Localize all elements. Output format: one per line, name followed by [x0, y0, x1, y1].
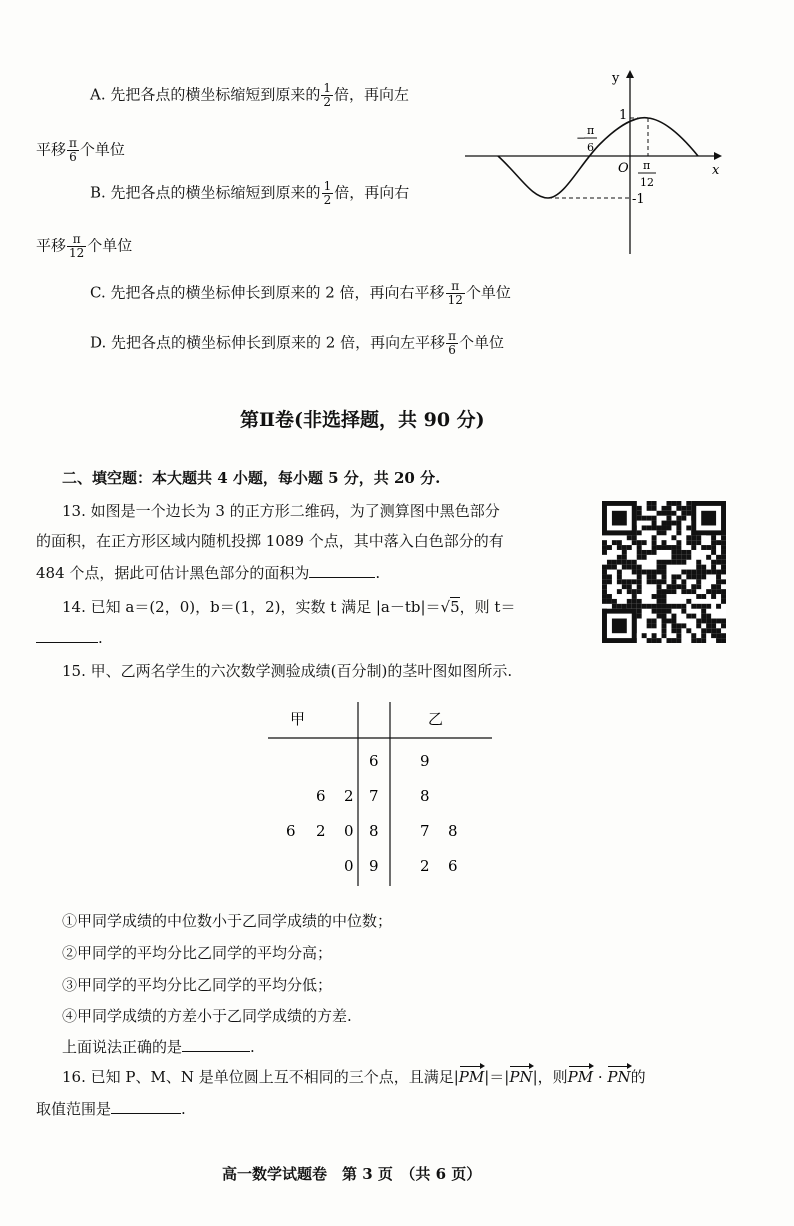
q14-line2: .	[36, 628, 103, 647]
page-footer: 高一数学试题卷 第 3 页 （共 6 页）	[222, 1165, 482, 1183]
vector-pm-2: PM	[567, 1068, 594, 1086]
leaf-left: 6	[316, 787, 326, 805]
q13-line1: 13. 如图是一个边长为 3 的正方形二维码，为了测算图中黑色部分	[62, 502, 500, 520]
q16-line2: 取值范围是 .	[36, 1100, 186, 1118]
fraction-pi-12: $\frac{\pi}{12}$	[69, 232, 85, 260]
y-axis-arrow	[626, 70, 634, 78]
leaf-left: 2	[344, 787, 354, 805]
sqrt-value: 5	[450, 598, 460, 616]
sine-curve	[498, 118, 698, 198]
y-label: y	[612, 71, 620, 86]
q13-answer-blank[interactable]	[309, 563, 375, 578]
q15-prompt: 上面说法正确的是 .	[62, 1038, 255, 1056]
q15-answer-blank[interactable]	[182, 1037, 250, 1052]
q14-line1: 14. 已知 a＝(2，0)，b＝(1，2)，实数 t 满足 |a－tb|＝√5，则 t＝	[62, 598, 516, 616]
part-heading: 二、填空题：本大题共 4 小题，每小题 5 分，共 20 分.	[62, 469, 441, 487]
q15-statement-1: ①甲同学成绩的中位数小于乙同学成绩的中位数；	[62, 912, 393, 930]
leaf-left: 2	[316, 822, 326, 840]
option-a-line2: 平移 $\frac{\pi}{6}$ 个单位	[36, 136, 125, 164]
leaf-right: 6	[448, 857, 458, 875]
fraction-pi-6: $\frac{\pi}{6}$	[448, 329, 457, 357]
pi-12-num: π	[643, 159, 651, 172]
section-title: 第Ⅱ卷(非选择题，共 90 分)	[240, 409, 485, 431]
neg-pi-6-num: π	[587, 124, 595, 137]
x-label: x	[712, 163, 720, 178]
q15-statement-4: ④甲同学成绩的方差小于乙同学成绩的方差.	[62, 1007, 352, 1025]
left-header: 甲	[290, 710, 306, 728]
q16-answer-blank[interactable]	[111, 1099, 181, 1114]
stem-value: 9	[369, 857, 379, 875]
leaf-right: 7	[420, 822, 430, 840]
q13-line3: 484 个点，据此可估计黑色部分的面积为 .	[36, 564, 381, 582]
q13-line2: 的面积，在正方形区域内随机投掷 1089 个点，其中落入白色部分的有	[36, 532, 504, 550]
pi-12-den: 12	[640, 176, 654, 189]
leaf-right: 8	[448, 822, 458, 840]
leaf-right: 8	[420, 787, 430, 805]
option-c: C. 先把各点的横坐标伸长到原来的 2 倍，再向右平移 $\frac{\pi}{12}$ 个单位	[90, 279, 511, 307]
sqrt-sign: √	[440, 598, 451, 616]
leaf-right: 9	[420, 752, 430, 770]
qr-code-image	[602, 501, 726, 643]
sine-graph	[460, 64, 730, 259]
q14-answer-blank[interactable]	[36, 628, 98, 643]
option-b-line1: B. 先把各点的横坐标缩短到原来的 $\frac{1}{2}$ 倍，再向右	[90, 179, 410, 207]
q15-intro: 15. 甲、乙两名学生的六次数学测验成绩(百分制)的茎叶图如图所示.	[62, 662, 513, 680]
y-one-label: 1	[619, 108, 628, 123]
neg-pi-6-den: 6	[587, 141, 594, 154]
origin-label: O	[618, 161, 629, 176]
right-header: 乙	[428, 710, 444, 728]
q15-statement-2: ②甲同学的平均分比乙同学的平均分高；	[62, 944, 333, 962]
x-axis-arrow	[714, 152, 722, 160]
option-a-line1: A. 先把各点的横坐标缩短到原来的 $\frac{1}{2}$ 倍，再向左	[90, 81, 410, 109]
q16-line1: 16. 已知 P、M、N 是单位圆上互不相同的三个点，且满足|PM|＝|PN|，则PM · PN的	[62, 1068, 646, 1086]
stem-leaf-plot	[262, 700, 497, 888]
fraction-pi-6: $\frac{\pi}{6}$	[69, 136, 77, 164]
leaf-left: 6	[286, 822, 296, 840]
vector-pn: PN	[509, 1068, 533, 1086]
vector-pn-2: PN	[607, 1068, 631, 1086]
fraction-pi-12: $\frac{\pi}{12}$	[447, 279, 463, 307]
fraction-one-half: $\frac{1}{2}$	[323, 81, 332, 109]
leaf-left: 0	[344, 857, 354, 875]
leaf-right: 2	[420, 857, 430, 875]
option-b-line2: 平移 $\frac{\pi}{12}$ 个单位	[36, 232, 133, 260]
stem-value: 8	[369, 822, 379, 840]
leaf-left: 0	[344, 822, 354, 840]
vector-pm: PM	[458, 1068, 485, 1086]
stem-value: 6	[369, 752, 379, 770]
q15-statement-3: ③甲同学的平均分比乙同学的平均分低；	[62, 976, 333, 994]
option-d: D. 先把各点的横坐标伸长到原来的 2 倍，再向左平移 $\frac{\pi}{6}$ 个单位	[90, 329, 505, 357]
fraction-one-half: $\frac{1}{2}$	[323, 179, 332, 207]
y-neg-one-label: -1	[632, 192, 645, 207]
stem-value: 7	[369, 787, 379, 805]
neg-pi-6-sign: −	[576, 131, 587, 145]
